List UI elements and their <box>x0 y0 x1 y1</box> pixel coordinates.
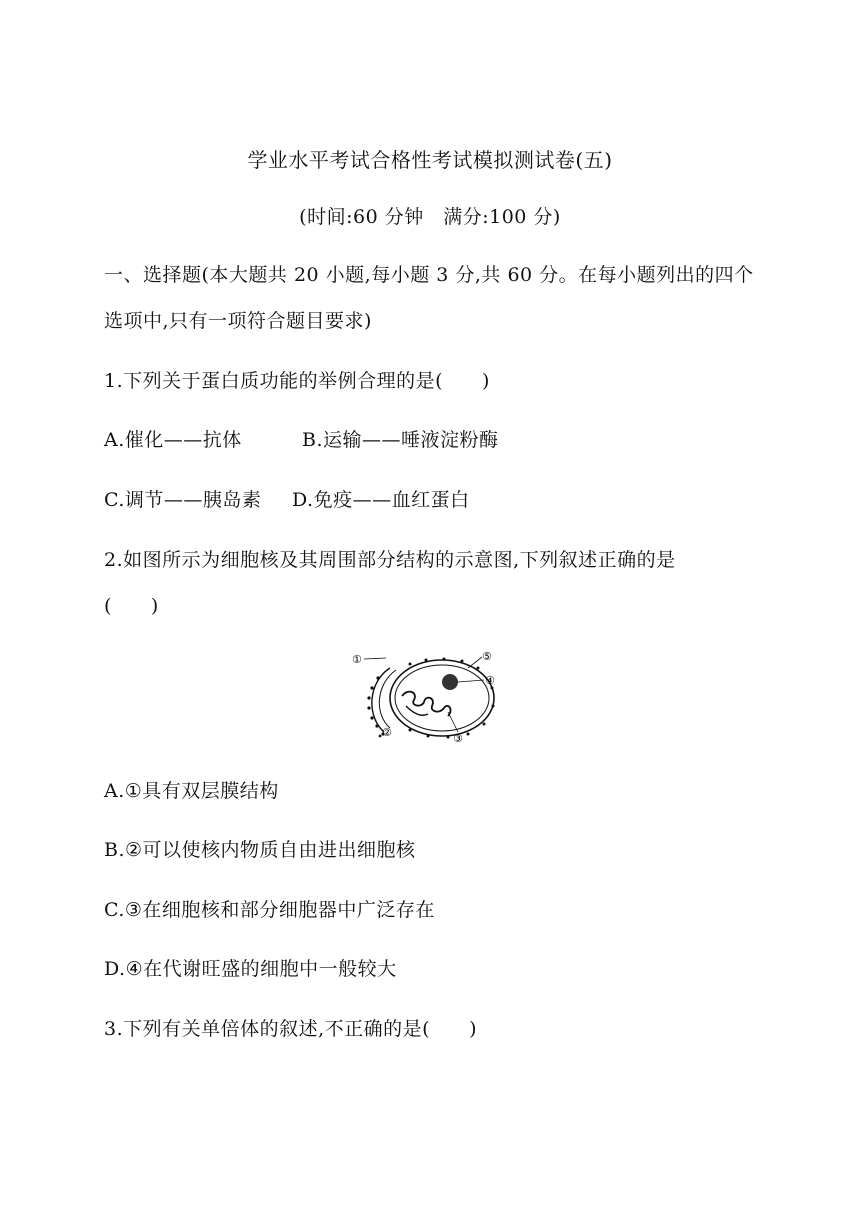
question-1-option-c: C.调节——胰岛素 <box>104 489 262 511</box>
page-title: 学业水平考试合格性考试模拟测试卷(五) <box>247 148 613 172</box>
envelope-ribosomes <box>409 658 495 739</box>
question-3-stem: 3.下列有关单倍体的叙述,不正确的是( ) <box>104 1018 477 1040</box>
section-heading-line1: 一、选择题(本大题共 20 小题,每小题 3 分,共 60 分。在每小题列出的四个 <box>104 264 754 286</box>
figure-label-5: ⑤ <box>482 650 492 663</box>
question-2-stem-line2: ( ) <box>104 595 159 617</box>
nuclear-envelope-outer <box>390 660 494 736</box>
question-1-option-d: D.免疫——血红蛋白 <box>292 489 470 511</box>
chromatin <box>402 692 451 716</box>
nucleolus <box>442 674 458 690</box>
question-2-option-b: B.②可以使核内物质自由进出细胞核 <box>104 839 416 861</box>
er-inner-line <box>379 670 396 728</box>
figure-label-1: ① <box>352 653 362 666</box>
chromatin-2 <box>406 706 428 715</box>
question-1-stem: 1.下列关于蛋白质功能的举例合理的是( ) <box>104 370 490 392</box>
question-2-option-c: C.③在细胞核和部分细胞器中广泛存在 <box>104 899 435 921</box>
figure-label-2: ② <box>382 726 392 739</box>
figure-label-4: ④ <box>485 674 495 687</box>
cell-nucleus-diagram <box>350 648 502 744</box>
figure-label-3: ③ <box>453 732 463 744</box>
question-2-stem-line1: 2.如图所示为细胞核及其周围部分结构的示意图,下列叙述正确的是 <box>104 549 676 571</box>
question-2-option-a: A.①具有双层膜结构 <box>104 780 279 802</box>
question-2-option-d: D.④在代谢旺盛的细胞中一般较大 <box>104 958 397 980</box>
question-1-option-a: A.催化——抗体 <box>104 429 242 451</box>
exam-meta: (时间:60 分钟 满分:100 分) <box>299 206 561 228</box>
question-1-option-b: B.运输——唾液淀粉酶 <box>302 429 499 451</box>
section-heading-line2: 选项中,只有一项符合题目要求) <box>104 310 372 332</box>
nuclear-envelope-inner <box>395 665 489 731</box>
